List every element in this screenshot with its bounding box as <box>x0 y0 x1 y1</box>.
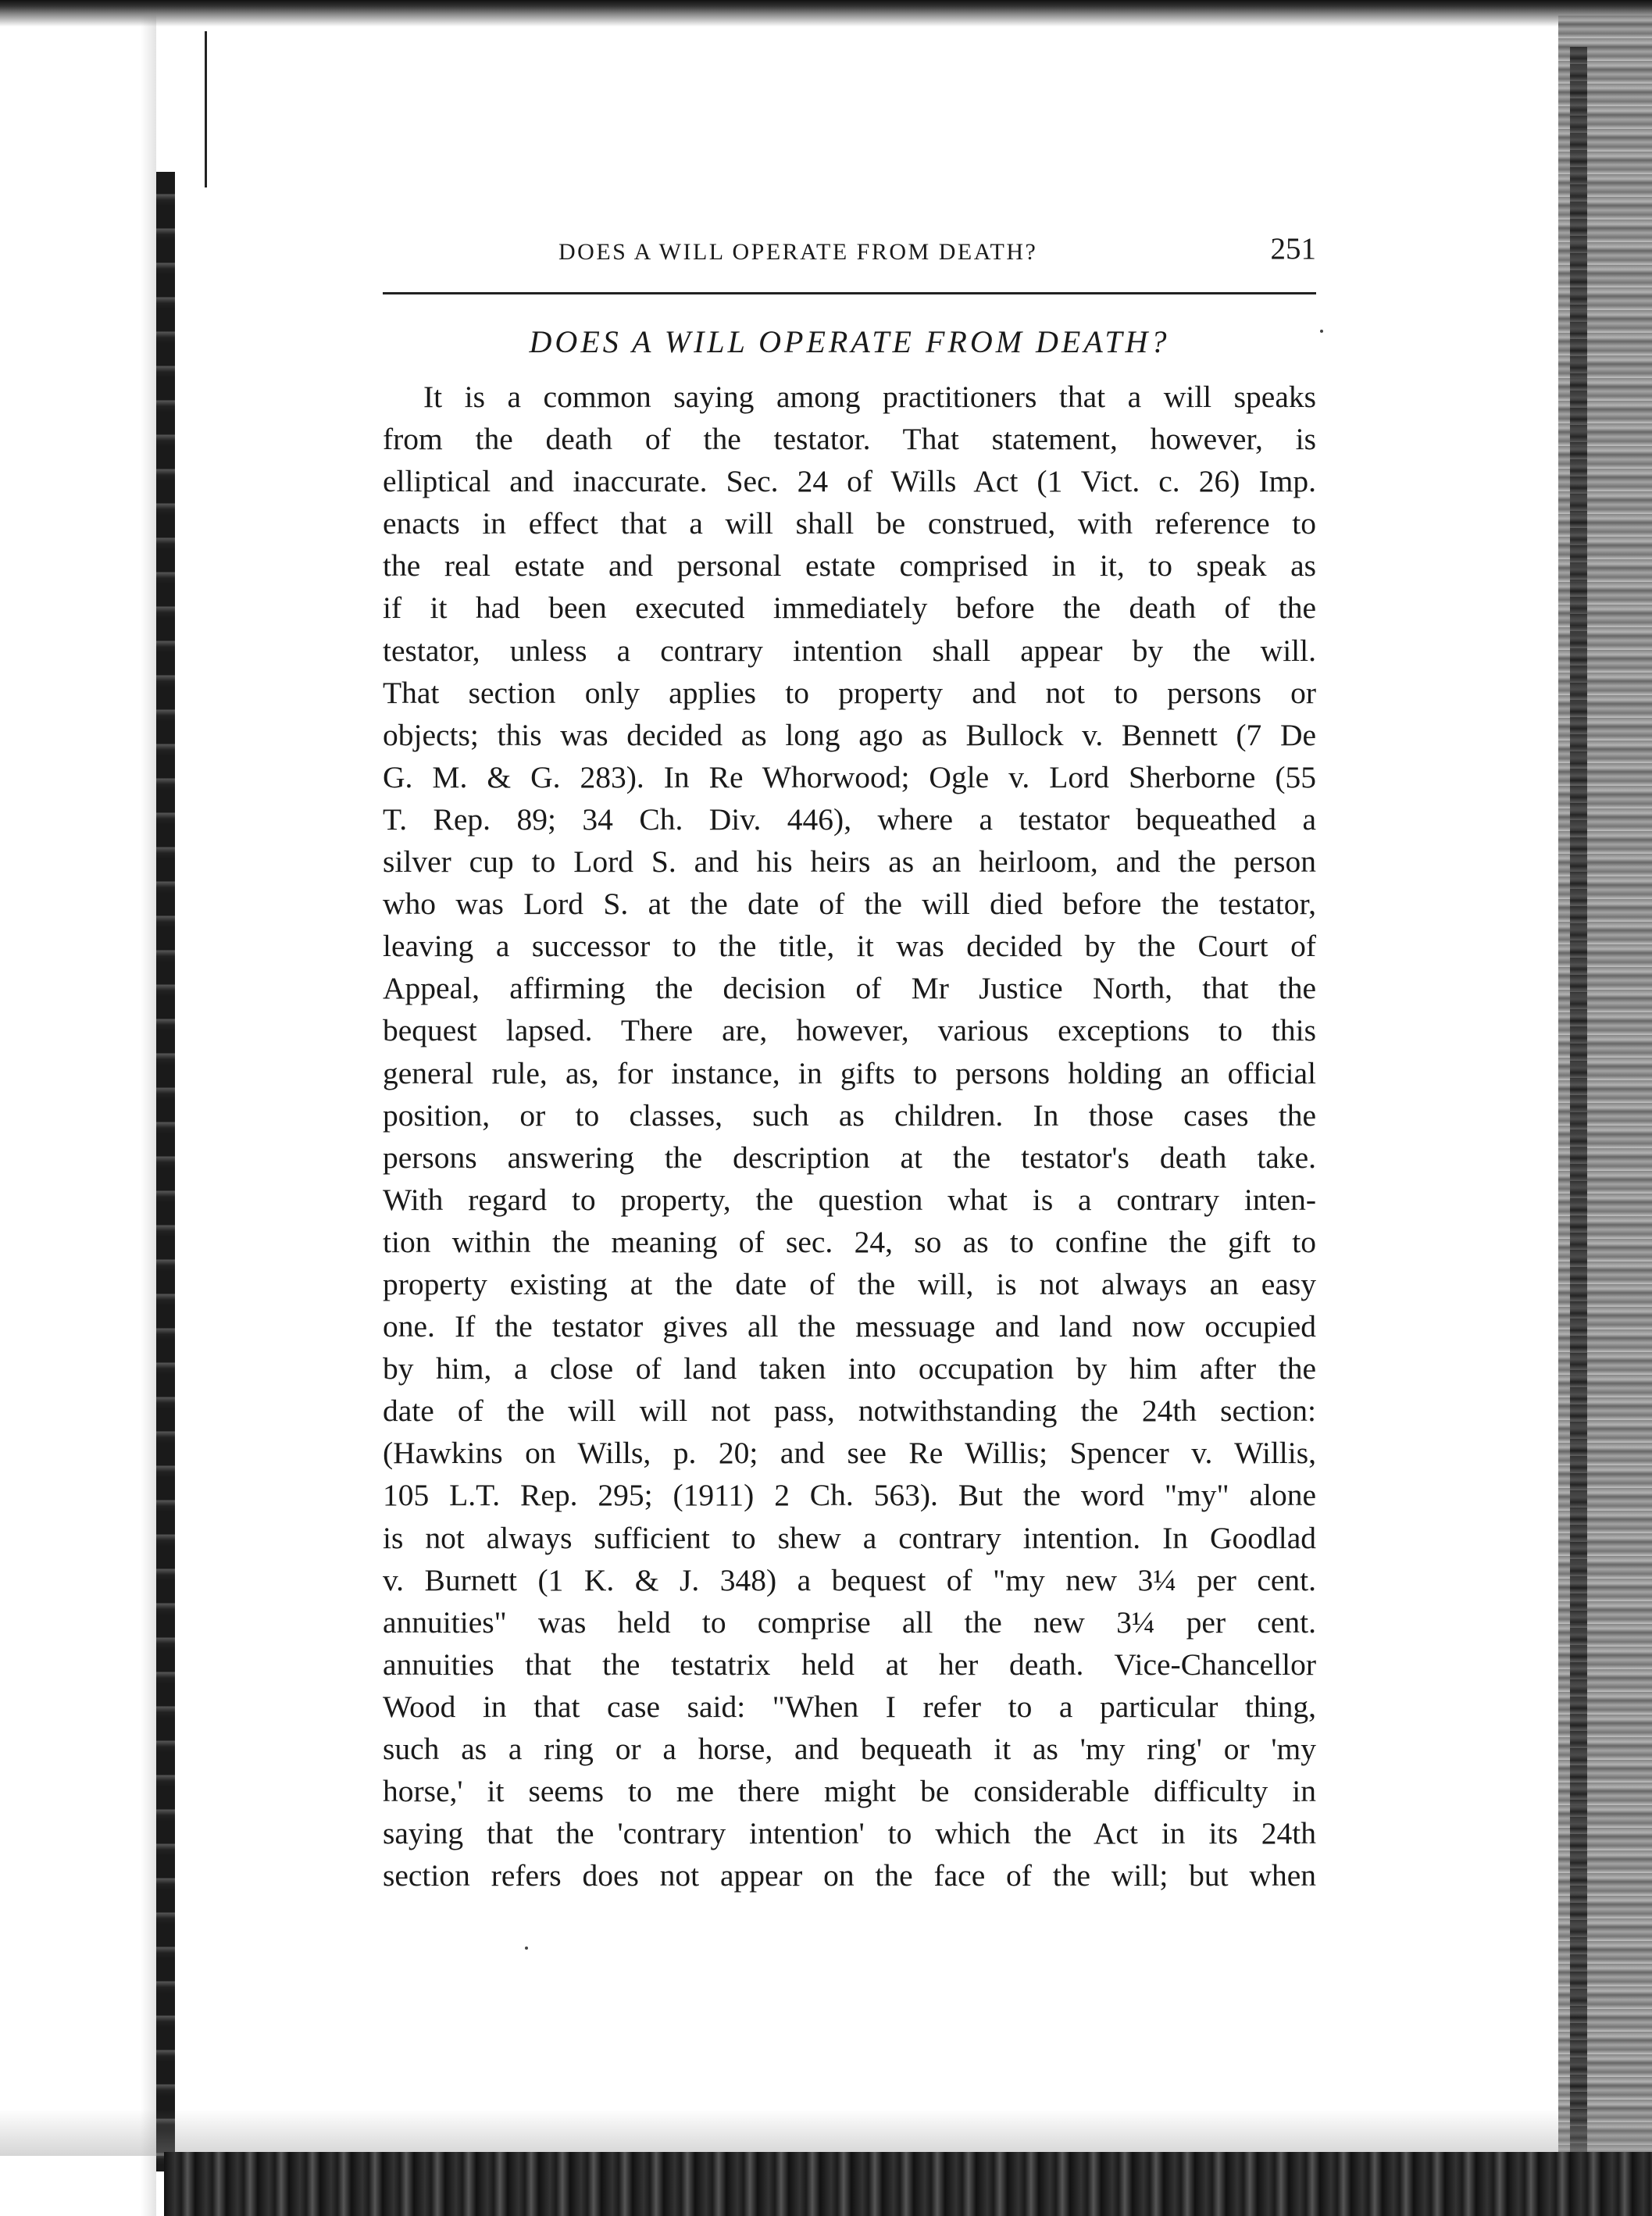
text-line: bequest lapsed. There are, however, various exceptions to this <box>383 1013 1316 1048</box>
scan-edge-bottom <box>164 2152 1652 2216</box>
text-line: G. M. & G. 283). In Re Whorwood; Ogle v. Lord Sherborne (55 <box>383 759 1316 794</box>
text-line: Wood in that case said: "When I refer to a particular thing, <box>383 1689 1316 1724</box>
scan-edge-left <box>156 172 175 2171</box>
text-line: from the death of the testator. That statement, however, is <box>383 422 1316 457</box>
text-line: the real estate and personal estate comprised in it, to speak as <box>383 548 1316 583</box>
text-line: elliptical and inaccurate. Sec. 24 of Wills Act (1 Vict. c. 26) Imp. <box>383 464 1316 499</box>
text-line: tion within the meaning of sec. 24, so as to confine the gift to <box>383 1224 1316 1259</box>
text-line: by him, a close of land taken into occupation by him after the <box>383 1351 1316 1386</box>
text-line: if it had been executed immediately before the death of the <box>383 591 1316 626</box>
scan-edge-line-left <box>205 31 207 187</box>
text-line: is not always sufficient to shew a contrary intention. In Goodlad <box>383 1520 1316 1555</box>
text-line: date of the will will not pass, notwithstanding the 24th section: <box>383 1393 1316 1429</box>
text-line: horse,' it seems to me there might be considerable difficulty in <box>383 1774 1316 1809</box>
text-line: Appeal, affirming the decision of Mr Justice North, that the <box>383 971 1316 1006</box>
text-line: silver cup to Lord S. and his heirs as an heirloom, and the person <box>383 844 1316 880</box>
scan-edge-top <box>0 0 1652 27</box>
scan-speck <box>1320 330 1323 333</box>
page-number: 251 <box>1270 232 1316 266</box>
text-line: one. If the testator gives all the messuage and land now occupied <box>383 1309 1316 1344</box>
text-line: T. Rep. 89; 34 Ch. Div. 446), where a testator bequeathed a <box>383 801 1316 837</box>
text-line: annuities" was held to comprise all the new 3¼ per cent. <box>383 1604 1316 1640</box>
text-line: testator, unless a contrary intention shall appear by the will. <box>383 633 1316 668</box>
text-line: position, or to classes, such as children. In those cases the <box>383 1097 1316 1133</box>
text-line: section refers does not appear on the face of the will; but when <box>383 1858 1316 1893</box>
running-head-title: DOES A WILL OPERATE FROM DEATH? <box>558 239 1038 265</box>
text-line: property existing at the date of the will, is not always an easy <box>383 1266 1316 1301</box>
text-line: such as a ring or a horse, and bequeath it as 'my ring' or 'my <box>383 1732 1316 1766</box>
text-line: saying that the 'contrary intention' to which the Act in its 24th <box>383 1816 1316 1851</box>
scan-edge-right-dark <box>1570 47 1587 2203</box>
header-rule <box>383 292 1316 294</box>
running-head <box>383 231 1316 278</box>
text-line: 105 L.T. Rep. 295; (1911) 2 Ch. 563). But the word "my" alone <box>383 1478 1316 1513</box>
text-line: persons answering the description at the testator's death take. <box>383 1140 1316 1175</box>
scan-margin-left <box>0 0 156 2216</box>
text-line: With regard to property, the question what is a contrary inten- <box>383 1182 1316 1217</box>
body-text <box>383 376 1316 1897</box>
text-line: who was Lord S. at the date of the will died before the testator, <box>383 887 1316 922</box>
article-title: DOES A WILL OPERATE FROM DEATH? <box>529 324 1170 359</box>
text-line: v. Burnett (1 K. & J. 348) a bequest of "my new 3¼ per cent. <box>383 1562 1316 1597</box>
scan-speck <box>525 1947 528 1950</box>
text-line: enacts in effect that a will shall be construed, with reference to <box>383 506 1316 541</box>
text-line: objects; this was decided as long ago as Bullock v. Bennett (7 De <box>383 717 1316 752</box>
text-line: That section only applies to property and not to persons or <box>383 675 1316 710</box>
text-line: leaving a successor to the title, it was decided by the Court of <box>383 929 1316 964</box>
scan-edge-bottom-fade <box>0 2109 1652 2156</box>
text-line: annuities that the testatrix held at her death. Vice-Chancellor <box>383 1647 1316 1682</box>
text-line: general rule, as, for instance, in gifts to persons holding an official <box>383 1055 1316 1090</box>
text-line: It is a common saying among practitioners that a will speaks <box>423 380 1316 414</box>
text-line: (Hawkins on Wills, p. 20; and see Re Willis; Spencer v. Willis, <box>383 1436 1316 1471</box>
